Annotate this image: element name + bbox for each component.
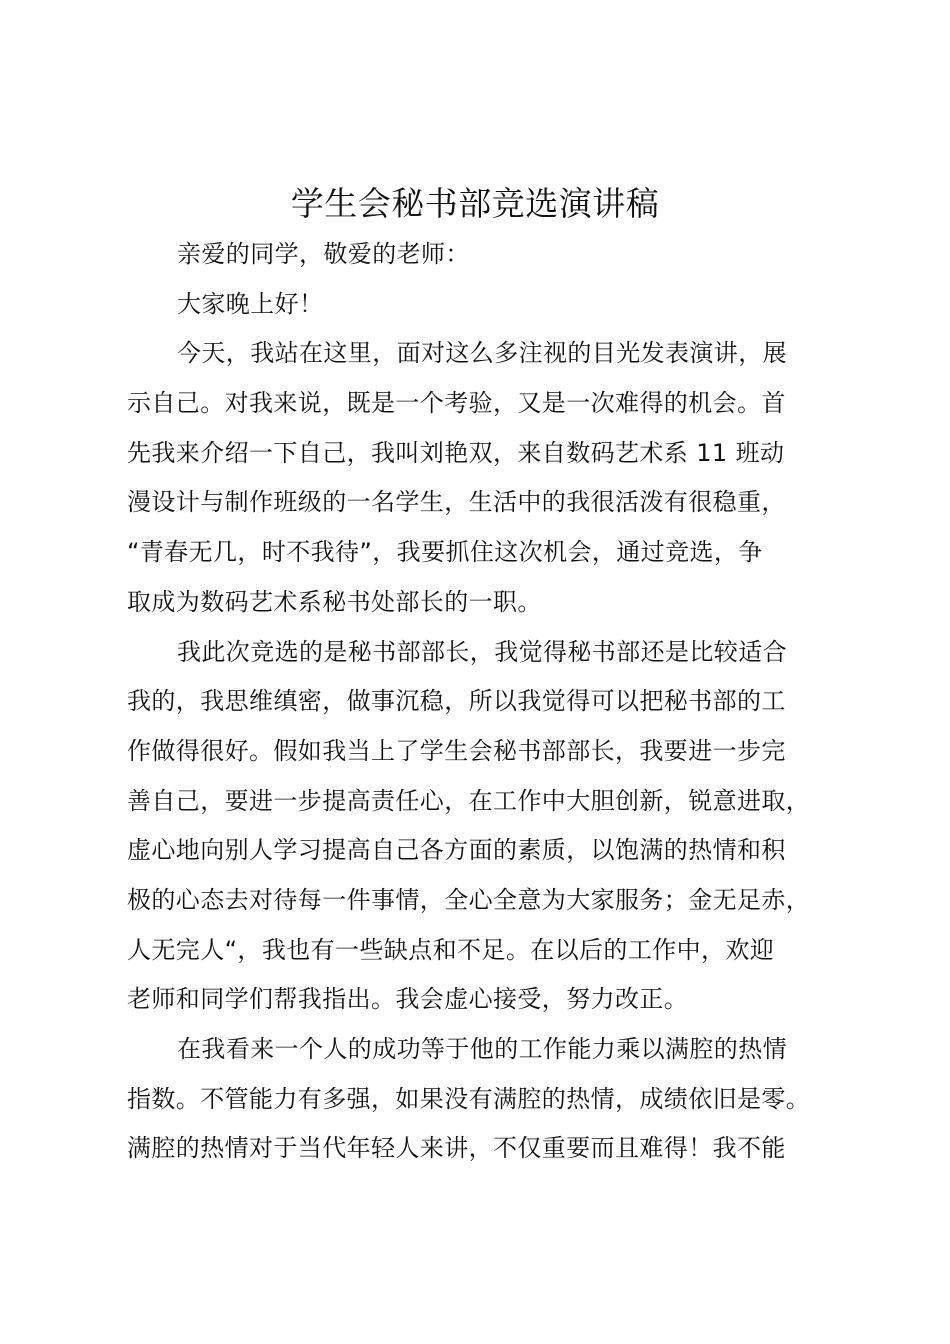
text-line: 极的心态去对待每一件事情，全心全意为大家服务；金无足赤， bbox=[127, 885, 811, 914]
text-line: 指数。不管能力有多强，如果没有满腔的热情，成绩依旧是零。 bbox=[127, 1084, 811, 1113]
text-line: “青春无几，时不我待”，我要抓住这次机会，通过竞选，争 bbox=[127, 538, 763, 567]
text-line: 善自己，要进一步提高责任心，在工作中大胆创新，锐意进取， bbox=[127, 786, 811, 815]
text-line: 作做得很好。假如我当上了学生会秘书部部长，我要进一步完 bbox=[127, 736, 786, 765]
text-line: 虚心地向别人学习提高自己各方面的素质，以饱满的热情和积 bbox=[127, 836, 786, 865]
text-line: 示自己。对我来说，既是一个考验，又是一次难得的机会。首 bbox=[127, 389, 786, 418]
text-line: 满腔的热情对于当代年轻人来讲，不仅重要而且难得！我不能 bbox=[127, 1134, 786, 1163]
document-title: 学生会秘书部竞选演讲稿 bbox=[290, 184, 660, 223]
document-body bbox=[127, 230, 842, 1174]
text-line: 大家晚上好！ bbox=[177, 289, 324, 318]
text-line: 亲爱的同学，敬爱的老师： bbox=[177, 240, 470, 268]
text-line: 我此次竞选的是秘书部部长，我觉得秘书部还是比较适合 bbox=[177, 637, 787, 666]
text-line: 今天，我站在这里，面对这么多注视的目光发表演讲，展 bbox=[177, 339, 787, 368]
text-line: 老师和同学们帮我指出。我会虚心接受，努力改正。 bbox=[127, 985, 689, 1014]
text-line: 取成为数码艺术系秘书处部长的一职。 bbox=[127, 587, 542, 616]
text-line: 先我来介绍一下自己，我叫刘艳双，来自数码艺术系 11 班动 bbox=[127, 438, 785, 467]
text-line: 人无完人“，我也有一些缺点和不足。在以后的工作中，欢迎 bbox=[127, 935, 775, 964]
text-line: 我的，我思维缜密，做事沉稳，所以我觉得可以把秘书部的工 bbox=[127, 687, 786, 716]
text-line: 漫设计与制作班级的一名学生，生活中的我很活泼有很稳重， bbox=[127, 488, 786, 517]
text-line: 在我看来一个人的成功等于他的工作能力乘以满腔的热情 bbox=[177, 1035, 787, 1063]
